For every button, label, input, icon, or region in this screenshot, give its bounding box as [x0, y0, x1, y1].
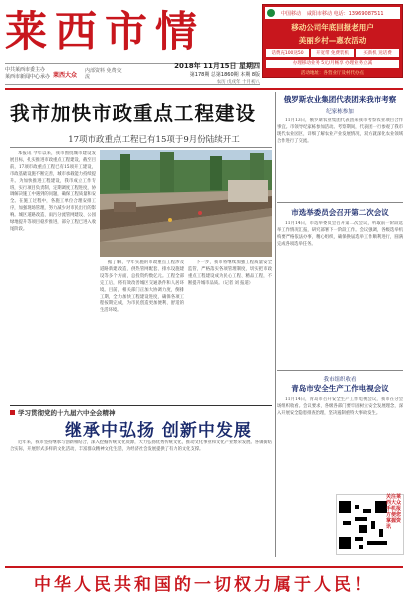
qr-code-icon	[339, 501, 387, 549]
ad-pill: 买新机 送话费	[356, 49, 399, 57]
news-body	[277, 397, 403, 467]
newspaper-title: 莱西市情	[5, 7, 206, 56]
masthead	[5, 4, 260, 60]
mobile-ad[interactable]	[262, 4, 403, 78]
ad-address: 活动地址：各营业厅及村代办点	[301, 71, 364, 76]
divider	[277, 202, 403, 203]
ad-pill-row	[263, 49, 402, 57]
sponsor-info: 内部资料 免费交流	[85, 68, 122, 80]
ad-headline-1: 移动公司年底回报老用户	[291, 23, 374, 32]
ad-pill: 话费充100送50	[266, 49, 309, 57]
news-title[interactable]: 俄罗斯农业集团代表团来我市考察	[283, 95, 397, 104]
article-text: 11月14日，青岛市召开安全生产工作电视会议，我市在分会场组织收看。会议要求，各级各部门要牢固树立安全发展理念，深入开展安全隐患排查治理，坚决遏制重特大事故发生。	[277, 397, 403, 416]
lunar-date: 农历 戊戌年 十月初八	[216, 79, 260, 85]
section-marker-icon	[10, 410, 15, 415]
ad-hotline: 咸阳市移动 电话：13969087511	[307, 10, 384, 17]
article-text: 近年来，我市坚持继承与创新相结合，深入挖掘传统文化资源，大力弘扬优秀传统文化，推动文化事业和文化产业繁荣发展。各镇街结合实际，开展形式多样的文化活动，丰富群众精神文化生活，为经济社会发展提供了有力的文化支撑。	[10, 440, 272, 452]
lead-article-col3	[188, 260, 272, 406]
lead-headline[interactable]: 我市加快市政重点工程建设	[10, 102, 257, 125]
ad-bottom-strip: 办理移动业务 5元/月畅享 办理业务立减	[266, 60, 399, 68]
issue-number: 第178期 总第1860期 本期 8版	[189, 71, 260, 78]
news-body	[277, 221, 403, 366]
news-subtitle: 纪家栋参加	[326, 109, 354, 115]
ad-logo-text: 中国移动	[281, 10, 302, 17]
article-text: 11月14日，市选举委员会召开第二次会议，听取前一阶段选举工作情况汇报，研究部署下一阶段工作。会议强调，各级选举机构要严格依法办事，精心组织，确保换届选举工作顺利进行，圆满完成各项选举任务。	[277, 221, 403, 247]
second-article-body	[10, 440, 272, 560]
publisher-line: 莱西市新闻中心承办	[5, 74, 51, 80]
china-mobile-logo-icon	[267, 9, 275, 17]
header-divider	[5, 88, 403, 90]
news-title[interactable]: 市选举委员会召开第二次会议	[291, 208, 389, 217]
divider	[277, 370, 403, 371]
article-text: 本报讯 今年以来，我市围绕城市建设发展目标，扎实推进市政重点工程建设，截至目前，17项市政重点工程已有15项开工建设，市政基础设施不断完善，城市承载能力持续提升。为加快推进工程建设，我市成立工作专班，实行项目负责制，定期调度工程进度，协调解决施工中遇到的问题，确保工程质量和安全。在施工过程中，各施工单位合理安排工序，加强现场管理，努力减少对市民出行的影响。城区道路改造、雨污分流管网建设、公园绿地提升等项目稳步推进，部分工程已进入收尾阶段。	[10, 151, 96, 232]
slogan-banner: 中华人民共和国的一切权力属于人民！	[5, 566, 403, 596]
construction-site-image	[100, 150, 272, 257]
news-title[interactable]: 青岛市安全生产工作电视会议	[291, 384, 389, 393]
section-tag-label: 学习贯彻党的十九届六中全会精神	[18, 409, 116, 417]
ad-headline-2: 美丽乡村—惠农活动	[298, 36, 367, 45]
lead-article-col1	[10, 151, 96, 406]
publisher-info	[5, 67, 53, 81]
qr-caption: 关注莱西大众手机报 方便您掌握资讯	[386, 494, 402, 530]
secondary-logo: 莱西大众	[53, 71, 78, 79]
news-body	[277, 118, 403, 198]
issue-date: 2018年 11月15日 星期四	[174, 61, 260, 70]
lead-subhead: 17项市政重点工程已有15项于9月份陆续开工	[68, 135, 240, 145]
column-divider	[275, 92, 276, 557]
divider	[10, 405, 272, 406]
publisher-line: 中共莱西市委主办	[5, 67, 46, 73]
divider	[10, 147, 272, 148]
news-subtitle: 我市组织收看	[323, 377, 357, 383]
construction-photo[interactable]	[100, 150, 272, 257]
lead-article-col2	[100, 260, 184, 406]
article-text: 下一步，我市将继续加强工程质量安全监管，严格落实各项管理制度，切实把市政重点工程建设成为民心工程、精品工程，不断提升城市品质。（记者 刘 报道）	[188, 260, 272, 286]
article-text: 据了解，今年实施的市政重点工程涉及道路新建改造、供热管网配套、排水设施建设等多个方面，总投资约数亿元。工程全部完工后，将有效改善城区交通条件和人居环境。目前，相关部门正加大协调力度，倒排工期，全力加快工程建设进度，确保各项工程按期完成，为市民创造更加便利、舒适的生活环境。	[100, 260, 184, 314]
issue-date-block	[123, 62, 260, 87]
ad-header	[265, 7, 400, 19]
right-news-column	[277, 94, 403, 467]
second-headline[interactable]: 继承中弘扬 创新中发展	[65, 421, 252, 441]
article-text: 11月13日，俄罗斯农业集团代表团来我市考察农业项目合作事宜。市领导纪家栋参加活动。考察期间，代表团一行参观了我市现代农业园区，详细了解农业产业发展情况，双方就深化农业领域合作进行了交流。	[277, 118, 403, 144]
masthead-info-bar	[5, 63, 260, 85]
ad-pill: 开宽带 免费装机	[311, 49, 354, 57]
